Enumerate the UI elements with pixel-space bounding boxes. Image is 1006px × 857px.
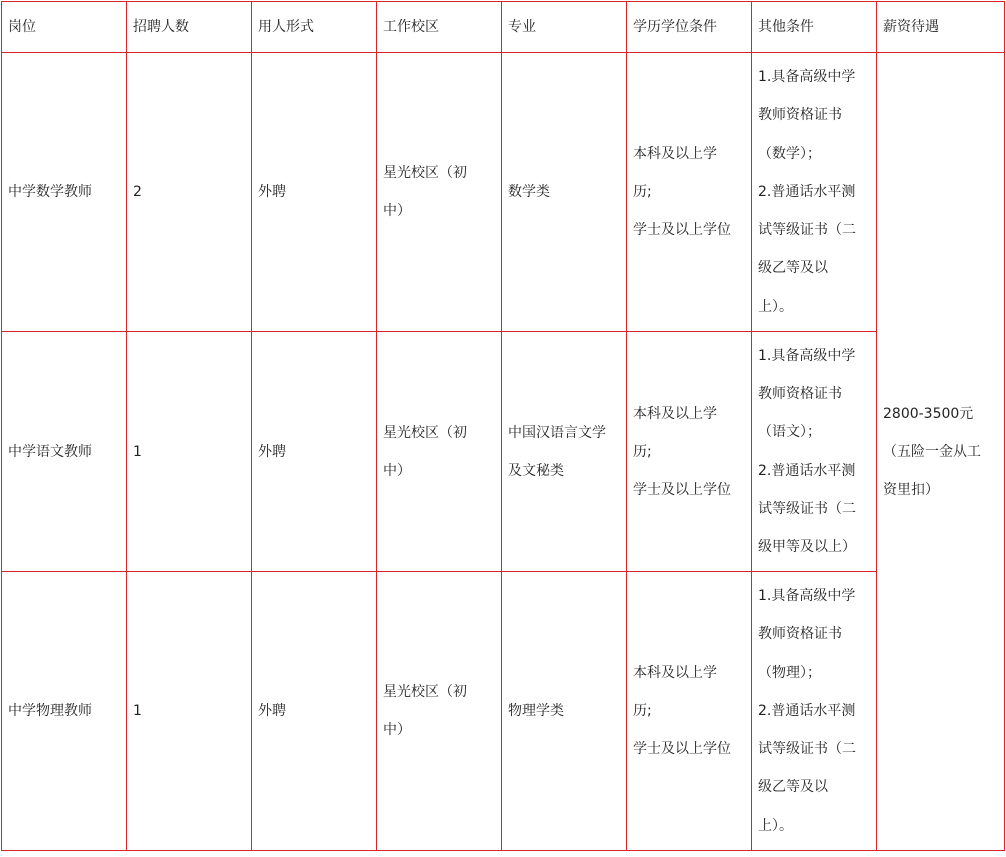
cell-other-conditions: 1.具备高级中学 教师资格证书 （数学）； 2.普通话水平测 试等级证书（二 级乙等及以 上）。 (752, 53, 877, 332)
cell-count: 2 (127, 53, 252, 332)
cell-education: 本科及以上学 历; 学士及以上学位 (627, 332, 752, 572)
header-cell-other: 其他条件 (752, 2, 877, 53)
header-cell-salary: 薪资待遇 (877, 2, 1005, 53)
cell-employment-type: 外聘 (252, 53, 377, 332)
cell-major: 数学类 (502, 53, 627, 332)
cell-other-conditions: 1.具备高级中学 教师资格证书 （物理）； 2.普通话水平测 试等级证书（二 级乙等及以 上）。 (752, 572, 877, 851)
cell-count: 1 (127, 572, 252, 851)
cell-position: 中学语文教师 (2, 332, 127, 572)
cell-campus: 星光校区（初 中） (377, 332, 502, 572)
cell-employment-type: 外聘 (252, 572, 377, 851)
table-header-row (2, 2, 1005, 53)
header-cell-campus: 工作校区 (377, 2, 502, 53)
cell-other-conditions: 1.具备高级中学 教师资格证书 （语文）； 2.普通话水平测 试等级证书（二 级甲等及以上） (752, 332, 877, 572)
header-cell-major: 专业 (502, 2, 627, 53)
header-cell-education: 学历学位条件 (627, 2, 752, 53)
table-row (2, 53, 1005, 332)
table-row (2, 572, 1005, 851)
cell-position: 中学数学教师 (2, 53, 127, 332)
header-cell-count: 招聘人数 (127, 2, 252, 53)
cell-education: 本科及以上学 历; 学士及以上学位 (627, 572, 752, 851)
cell-campus: 星光校区（初 中） (377, 572, 502, 851)
cell-education: 本科及以上学 历; 学士及以上学位 (627, 53, 752, 332)
cell-major: 中国汉语言文学 及文秘类 (502, 332, 627, 572)
cell-campus: 星光校区（初 中） (377, 53, 502, 332)
cell-position: 中学物理教师 (2, 572, 127, 851)
header-cell-position: 岗位 (2, 2, 127, 53)
table-row (2, 332, 1005, 572)
cell-employment-type: 外聘 (252, 332, 377, 572)
header-cell-employment-type: 用人形式 (252, 2, 377, 53)
recruitment-table (1, 1, 1005, 851)
cell-major: 物理学类 (502, 572, 627, 851)
cell-salary: 2800-3500元 （五险一金从工 资里扣） (877, 53, 1005, 851)
cell-count: 1 (127, 332, 252, 572)
